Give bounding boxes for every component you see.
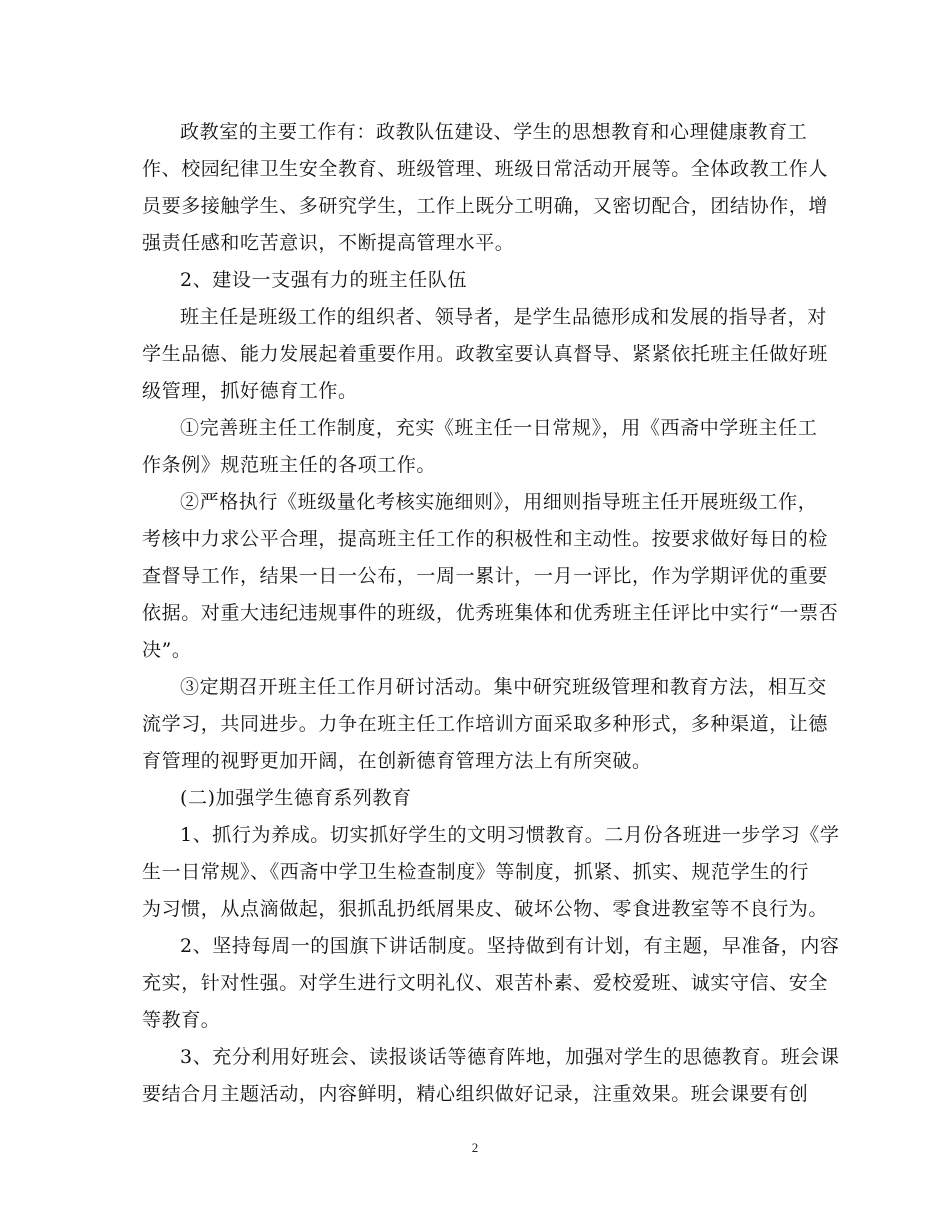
- paragraph-line: 强责任感和吃苦意识，不断提高管理水平。: [142, 232, 515, 254]
- section-heading: 2、建设一支强有力的班主任队伍: [180, 269, 468, 291]
- paragraph-line: 作条例》规范班主任的各项工作。: [142, 454, 437, 476]
- paragraph-line: 决”。: [142, 639, 192, 661]
- paragraph-line: ①完善班主任工作制度，充实《班主任一日常规》，用《西斋中学班主任工: [180, 417, 818, 439]
- paragraph-line: 作、校园纪律卫生安全教育、班级管理、班级日常活动开展等。全体政教工作人: [142, 158, 829, 180]
- paragraph-line: 为习惯，从点滴做起，狠抓乱扔纸屑果皮、破坏公物、零食进教室等不良行为。: [142, 898, 829, 920]
- paragraph-line: 育管理的视野更加开阔，在创新德育管理方法上有所突破。: [142, 750, 652, 772]
- paragraph-line: 学生品德、能力发展起着重要作用。政教室要认真督导、紧紧依托班主任做好班: [142, 343, 829, 365]
- paragraph-line: 依据。对重大违纪违规事件的班级，优秀班集体和优秀班主任评比中实行“一票否: [142, 602, 839, 624]
- paragraph-line: 等教育。: [142, 1009, 221, 1031]
- paragraph-line: ②严格执行《班级量化考核实施细则》，用细则指导班主任开展班级工作，: [180, 491, 818, 513]
- paragraph-line: 生一日常规》、《西斋中学卫生检查制度》等制度，抓紧、抓实、规范学生的行: [142, 861, 810, 883]
- paragraph-line: 流学习，共同进步。力争在班主任工作培训方面采取多种形式，多种渠道，让德: [142, 713, 829, 735]
- paragraph-line: 级管理，抓好德育工作。: [142, 380, 358, 402]
- paragraph-line: 1、抓行为养成。切实抓好学生的文明习惯教育。二月份各班进一步学习《学: [180, 824, 840, 846]
- paragraph-line: 政教室的主要工作有：政教队伍建设、学生的思想教育和心理健康教育工: [180, 121, 808, 143]
- paragraph-line: 查督导工作，结果一日一公布，一周一累计，一月一评比，作为学期评优的重要: [142, 565, 829, 587]
- paragraph-line: 充实，针对性强。对学生进行文明礼仪、艰苦朴素、爱校爱班、诚实守信、安全: [142, 972, 829, 994]
- paragraph-line: 班主任是班级工作的组织者、领导者，是学生品德形成和发展的指导者，对: [180, 306, 827, 328]
- page-number: 2: [471, 1140, 479, 1155]
- paragraph-line: 员要多接触学生、多研究学生，工作上既分工明确，又密切配合，团结协作，增: [142, 195, 829, 217]
- paragraph-line: ③定期召开班主任工作月研讨活动。集中研究班级管理和教育方法，相互交: [180, 676, 827, 698]
- paragraph-line: 考核中力求公平合理，提高班主任工作的积极性和主动性。按要求做好每日的检: [142, 528, 829, 550]
- paragraph-line: 要结合月主题活动，内容鲜明，精心组织做好记录，注重效果。班会课要有创: [142, 1083, 809, 1105]
- paragraph-line: 2、坚持每周一的国旗下讲话制度。坚持做到有计划，有主题，早准备，内容: [180, 935, 840, 957]
- section-heading: (二)加强学生德育系列教育: [180, 787, 412, 809]
- paragraph-line: 3、充分利用好班会、读报谈话等德育阵地，加强对学生的思德教育。班会课: [180, 1046, 840, 1068]
